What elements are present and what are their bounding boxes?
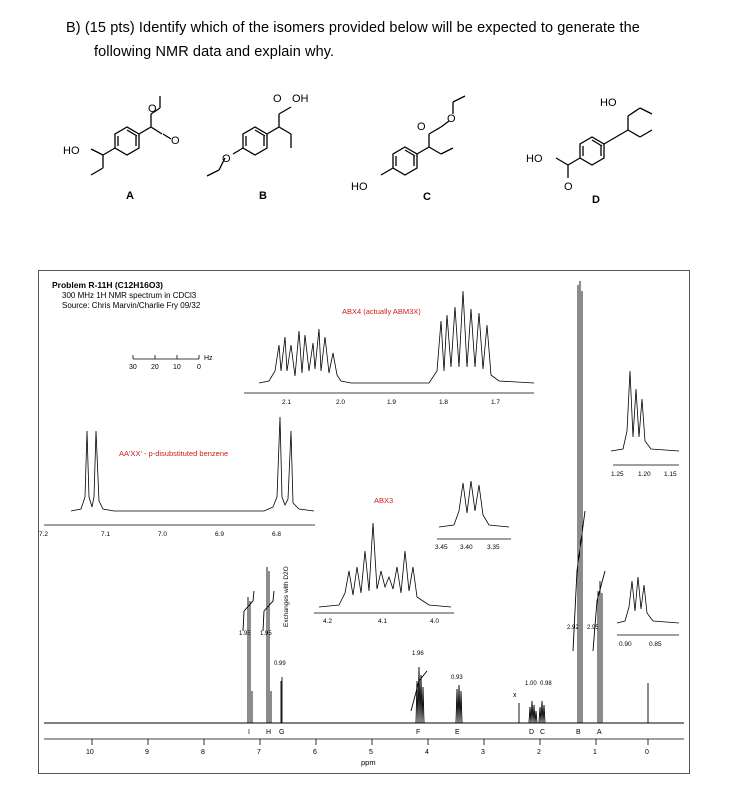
integral-c: 0.98: [540, 681, 552, 687]
peak-letter-d: D: [529, 729, 535, 736]
ppm-tick-6: 6: [313, 749, 317, 756]
aromatic-label: AA'XX' - p-disubstituted benzene: [119, 449, 229, 458]
peak-letter-h: H: [266, 729, 272, 736]
b-peak-tick-1-25: 1.25: [611, 471, 624, 478]
abx3-label: ABX3: [374, 496, 394, 505]
structure-c-carbonyl-oxygen-label: O: [417, 121, 426, 133]
abx3-tick-4-0: 4.0: [430, 618, 440, 625]
main-spectrum: [44, 281, 684, 723]
structure-a-letter: A: [126, 190, 134, 202]
source-text: Source: Chris Marvin/Charlie Fry 09/32: [62, 301, 201, 310]
ppm-tick-2: 2: [537, 749, 541, 756]
abx4-tick-2-1: 2.1: [282, 399, 292, 406]
structure-d-letter: D: [592, 194, 600, 206]
aromatic-tick-7-1: 7.1: [101, 531, 111, 538]
structure-d-oxygen-label: O: [564, 181, 573, 193]
structure-a-ho-label: HO: [63, 145, 80, 157]
abx4-tick-1-8: 1.8: [439, 399, 449, 406]
hz-tick-30: 30: [129, 364, 137, 371]
hz-tick-20: 20: [151, 364, 159, 371]
integral-f: 1.96: [412, 651, 424, 657]
peak-letter-i: I: [248, 729, 250, 736]
peak-letter-c: C: [540, 729, 546, 736]
integral-a: 2.95: [587, 625, 599, 631]
aromatic-inset: [44, 417, 315, 525]
question-line-1: B) (15 pts) Identify which of the isomers provided below will be expected to generate the: [66, 20, 640, 36]
a-peak-tick-0-90: 0.90: [619, 641, 632, 648]
integral-d: 1.00: [525, 681, 537, 687]
e-peak-tick-3-45: 3.45: [435, 544, 448, 551]
integral-g: 0.99: [274, 661, 286, 667]
ppm-axis-label: ppm: [361, 758, 376, 767]
structure-b: [205, 86, 325, 202]
instrument-text: 300 MHz 1H NMR spectrum in CDCl3: [62, 291, 197, 300]
abx3-inset: [314, 523, 454, 613]
ppm-axis: [44, 739, 684, 745]
ppm-tick-1: 1: [593, 749, 597, 756]
ppm-tick-3: 3: [481, 749, 485, 756]
peak-letter-g: G: [279, 729, 285, 736]
structure-d: [520, 86, 680, 206]
abx3-tick-4-1: 4.1: [378, 618, 388, 625]
structure-c-letter: C: [423, 191, 431, 203]
abx3-tick-4-2: 4.2: [323, 618, 333, 625]
e-peak-inset: [437, 481, 511, 539]
ppm-tick-10: 10: [86, 749, 94, 756]
structure-d-ho-left-label: HO: [526, 153, 543, 165]
aromatic-tick-7-0: 7.0: [158, 531, 168, 538]
ppm-tick-4: 4: [425, 749, 429, 756]
question-line-2: following NMR data and explain why.: [94, 44, 335, 60]
b-peak-inset: [611, 371, 679, 465]
structure-d-ho-top-label: HO: [600, 97, 617, 109]
nmr-spectrum-svg: [39, 271, 689, 773]
hz-scale: [133, 355, 199, 359]
peak-letter-f: F: [416, 729, 421, 736]
hz-label: Hz: [204, 355, 213, 362]
structure-b-oh-label: OH: [292, 93, 309, 105]
hz-tick-10: 10: [173, 364, 181, 371]
ppm-tick-0: 0: [645, 749, 649, 756]
abx4-tick-2-0: 2.0: [336, 399, 346, 406]
structure-a-oxygen-label: O: [171, 135, 180, 147]
hz-tick-0: 0: [197, 364, 201, 371]
a-peak-tick-0-85: 0.85: [649, 641, 662, 648]
aromatic-tick-6-8: 6.8: [272, 531, 282, 538]
structure-a-ring-oxygen-label: O: [148, 103, 157, 115]
integral-b: 2.92: [567, 625, 579, 631]
structure-a: [60, 86, 200, 202]
structure-c-ho-label: HO: [351, 181, 368, 193]
ppm-tick-9: 9: [145, 749, 149, 756]
abx4-tick-1-9: 1.9: [387, 399, 397, 406]
ppm-tick-8: 8: [201, 749, 205, 756]
structure-c: [345, 86, 475, 203]
e-peak-tick-3-35: 3.35: [487, 544, 500, 551]
peak-letter-b: B: [576, 729, 581, 736]
aromatic-tick-7-2: 7.2: [39, 531, 49, 538]
ppm-tick-7: 7: [257, 749, 261, 756]
b-peak-tick-1-15: 1.15: [664, 471, 677, 478]
integral-h: 1.95: [260, 631, 272, 637]
nmr-spectrum-panel: [38, 270, 690, 774]
structure-b-carbonyl-oxygen-label: O: [273, 93, 282, 105]
aromatic-tick-6-9: 6.9: [215, 531, 225, 538]
impurity-mark: x: [513, 692, 517, 699]
problem-title: Problem R-11H (C12H16O3): [52, 280, 164, 290]
structure-b-letter: B: [259, 190, 267, 202]
d2o-exchange-label: Exchanges with D2O: [283, 566, 290, 627]
ppm-tick-5: 5: [369, 749, 373, 756]
integral-e: 0.93: [451, 675, 463, 681]
integral-i: 1.95: [239, 631, 251, 637]
a-peak-inset: [617, 577, 679, 635]
e-peak-tick-3-40: 3.40: [460, 544, 473, 551]
structure-c-ester-oxygen-label: O: [447, 113, 456, 125]
b-peak-tick-1-20: 1.20: [638, 471, 651, 478]
abx4-tick-1-7: 1.7: [491, 399, 501, 406]
peak-letter-a: A: [597, 729, 602, 736]
peak-letter-e: E: [455, 729, 460, 736]
structure-b-ether-oxygen-label: O: [222, 153, 231, 165]
abx4-label: ABX4 (actually ABM3X): [342, 307, 421, 316]
